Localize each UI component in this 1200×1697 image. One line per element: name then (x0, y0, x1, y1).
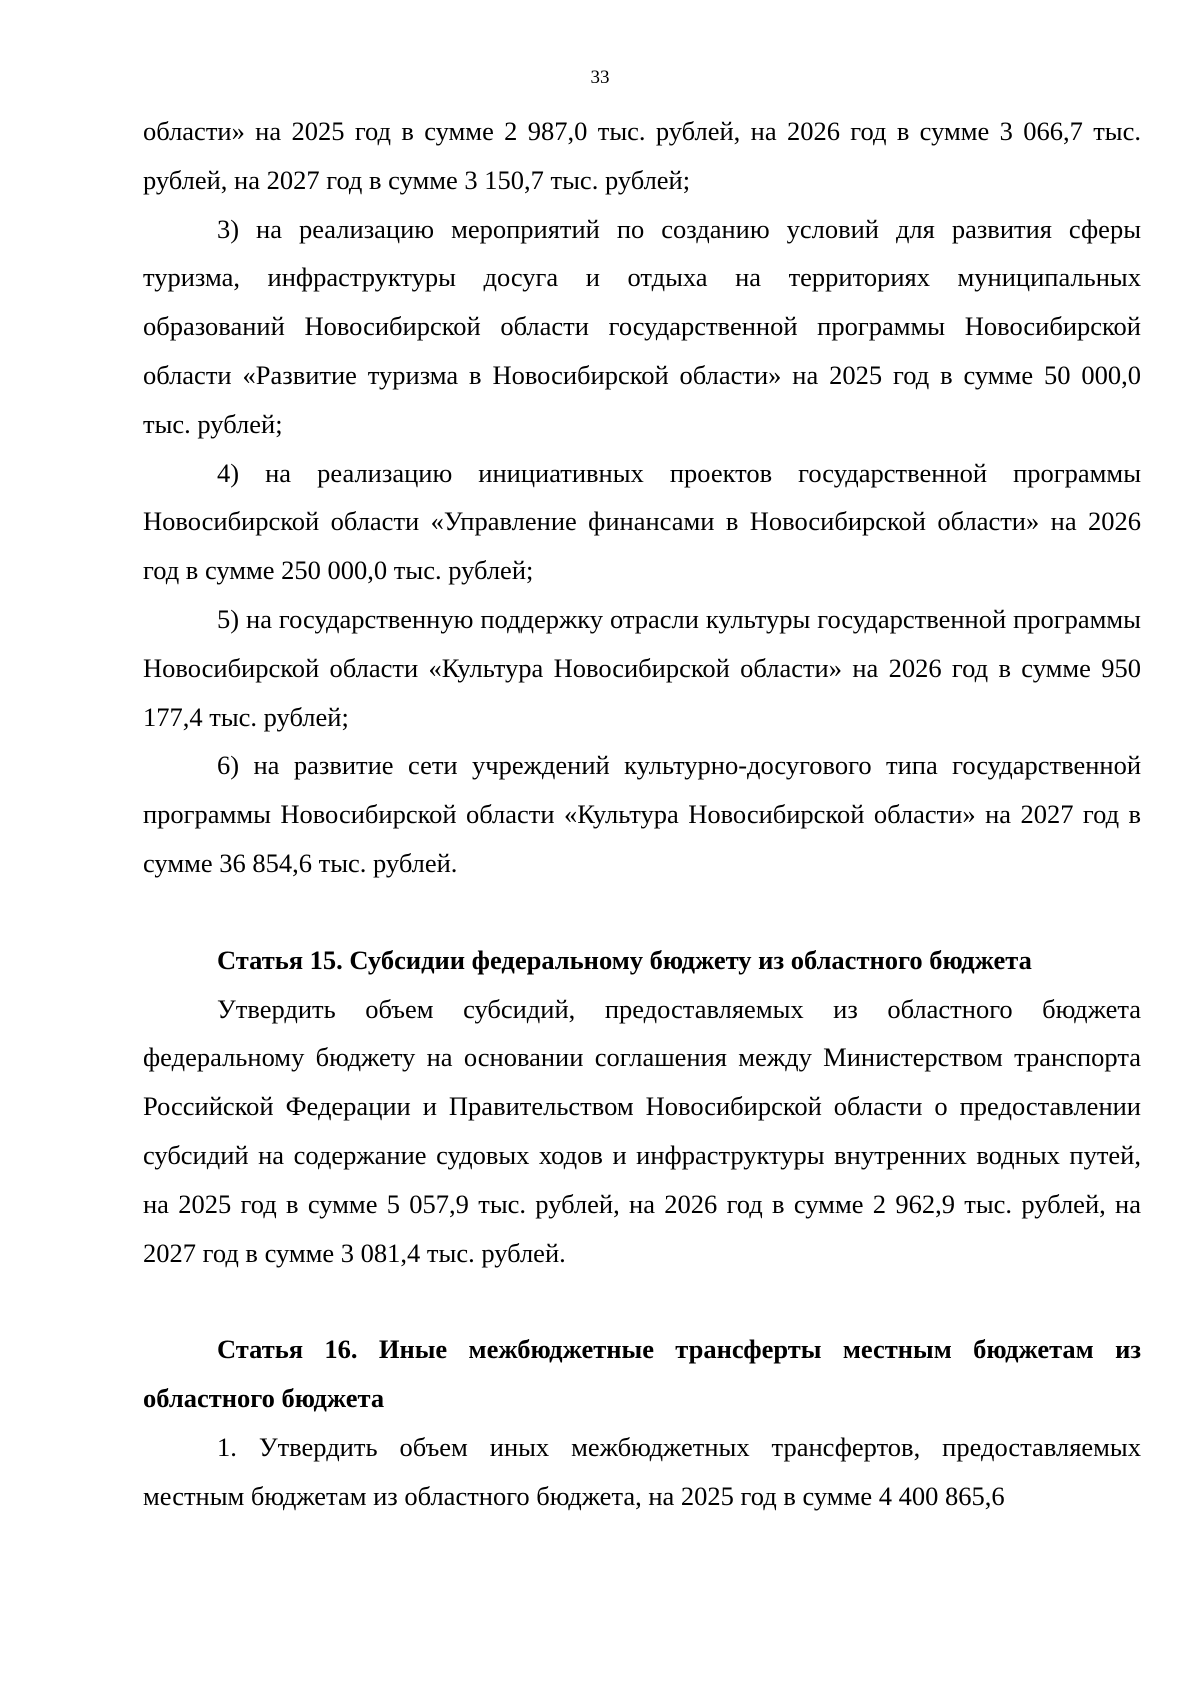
section-spacer (143, 888, 1141, 936)
paragraph-item-5: 5) на государственную поддержку отрасли культуры государственной программы Новосибирской области «Культура Новосибирской области» на 2026 год в сумме 950 177,4 тыс. рублей; (143, 603, 1141, 732)
page-number: 33 (590, 67, 610, 88)
article-16-text: 1. Утвердить объем иных межбюджетных трансфертов, предоставляемых местным бюджетам из областного бюджета, на 2025 год в сумме 4 400 865,6 (143, 1431, 1141, 1511)
article-15-heading: Статья 15. Субсидии федеральному бюджету из областного бюджета (217, 944, 1032, 975)
article-16-heading: Статья 16. Иные межбюджетные трансферты местным бюджетам из областного бюджета (143, 1334, 1141, 1414)
paragraph-item-3: 3) на реализацию мероприятий по созданию условий для развития сферы туризма, инфраструктуры досуга и отдыха на территориях муниципальных образований Новосибирской области государственной программы Новосибирской области «Развитие туризма в Новосибирской области» на 2025 год в сумме 50 000,0 тыс. рублей; (143, 213, 1141, 439)
paragraph-item-6: 6) на развитие сети учреждений культурно-досугового типа государственной программы Новосибирской области «Культура Новосибирской области» на 2027 год в сумме 36 854,6 тыс. рублей. (143, 750, 1141, 878)
document-body (143, 107, 1141, 1521)
paragraph-item-4: 4) на реализацию инициативных проектов государственной программы Новосибирской области «Управление финансами в Новосибирской области» на 2026 год в сумме 250 000,0 тыс. рублей; (143, 457, 1141, 586)
article-15-text: Утвердить объем субсидий, предоставляемых из областного бюджета федеральному бюджету на основании соглашения между Министерством транспорта Российской Федерации и Правительством Новосибирской области о предоставлении субсидий на содержание судовых ходов и инфраструктуры внутренних водных путей, на 2025 год в сумме 5 057,9 тыс. рублей, на 2026 год в сумме 2 962,9 тыс. рублей, на 2027 год в сумме 3 081,4 тыс. рублей. (143, 993, 1141, 1268)
section-spacer (143, 1277, 1141, 1325)
paragraph-continuation: области» на 2025 год в сумме 2 987,0 тыс. рублей, на 2026 год в сумме 3 066,7 тыс. рублей, на 2027 год в сумме 3 150,7 тыс. рублей; (143, 116, 1141, 195)
